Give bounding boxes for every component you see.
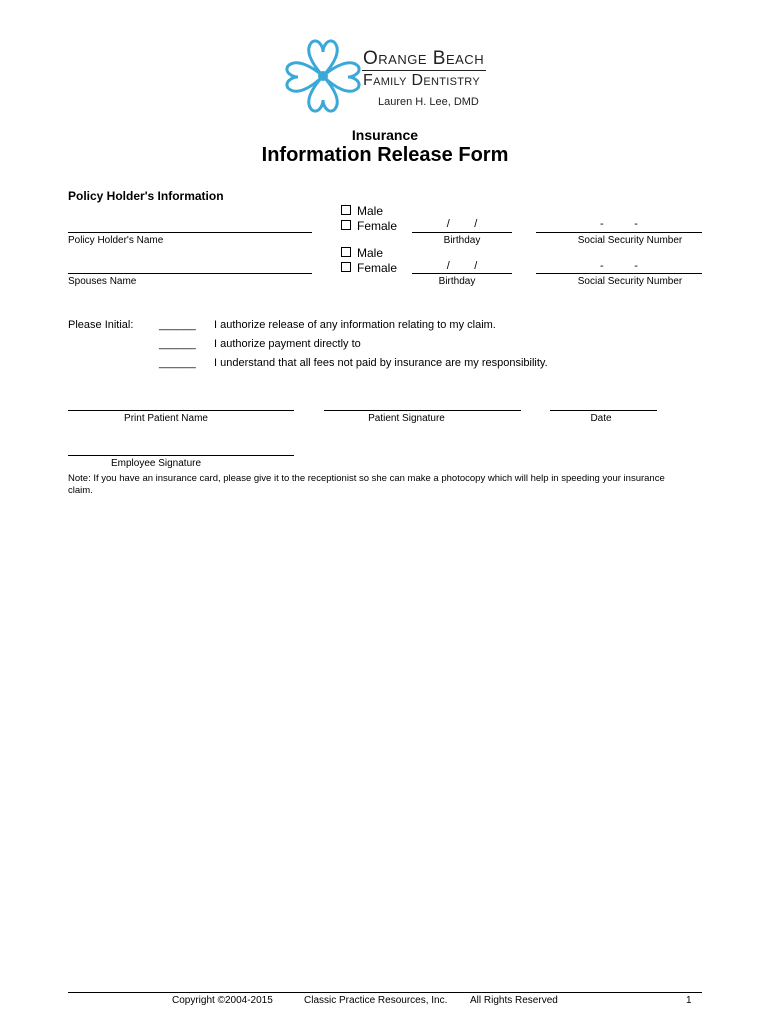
ssn-value-2: - -: [600, 260, 638, 272]
ssn-value-1: - -: [600, 218, 638, 230]
birthday-label-1: Birthday: [443, 235, 481, 246]
initial-text-2: I authorize payment directly to: [214, 338, 361, 350]
section-title: Policy Holder's Information: [68, 189, 224, 203]
male-label: Male: [357, 204, 384, 218]
page-number: 1: [686, 995, 692, 1006]
initial-blank-3[interactable]: ______: [159, 357, 196, 369]
footer-divider: [68, 992, 702, 993]
policy-holder-name-field[interactable]: [68, 232, 312, 233]
ssn-label-2: Social Security Number: [577, 276, 683, 287]
initial-blank-2[interactable]: ______: [159, 338, 196, 350]
print-name-field[interactable]: [68, 410, 294, 411]
female-label: Female: [357, 261, 398, 275]
ssn-label-1: Social Security Number: [577, 235, 683, 246]
footer-copyright: Copyright ©2004-2015: [172, 995, 273, 1006]
male-checkbox-2[interactable]: [341, 246, 383, 260]
male-checkbox-1[interactable]: [341, 204, 383, 218]
birthday-value-2: / /: [446, 260, 478, 272]
initial-prompt: Please Initial:: [68, 319, 134, 331]
ssn-field-1[interactable]: [536, 232, 702, 233]
ssn-field-2[interactable]: [536, 273, 702, 274]
note-text: Note: If you have an insurance card, please give it to the receptionist so she can make a photocopy which will help in speeding your insurance claim.: [68, 473, 665, 496]
male-label: Male: [357, 246, 384, 260]
date-field[interactable]: [550, 410, 657, 411]
female-checkbox-2[interactable]: [341, 261, 397, 275]
logo-divider: [362, 70, 486, 71]
initial-text-1: I authorize release of any information relating to my claim.: [214, 319, 496, 331]
birthday-field-2[interactable]: [412, 273, 512, 274]
initial-text-3: I understand that all fees not paid by insurance are my responsibility.: [214, 357, 548, 369]
print-name-label: Print Patient Name: [124, 413, 208, 424]
footer-rights: All Rights Reserved: [470, 995, 558, 1006]
employee-signature-field[interactable]: [68, 455, 294, 456]
form-subtitle: Insurance: [351, 127, 419, 143]
birthday-label-2: Birthday: [438, 276, 476, 287]
spouse-name-field[interactable]: [68, 273, 312, 274]
flower-logo-icon: [282, 36, 364, 118]
birthday-field-1[interactable]: [412, 232, 512, 233]
logo-name-2: Family Dentistry: [363, 72, 480, 89]
spouse-name-label: Spouses Name: [68, 276, 137, 287]
patient-signature-label: Patient Signature: [368, 413, 445, 424]
checkbox-icon: [341, 262, 351, 272]
checkbox-icon: [341, 205, 351, 215]
logo-name: Orange Beach: [363, 48, 485, 69]
patient-signature-field[interactable]: [324, 410, 521, 411]
employee-signature-label: Employee Signature: [110, 458, 202, 469]
policy-holder-name-label: Policy Holder's Name: [68, 235, 164, 246]
date-label: Date: [590, 413, 612, 424]
initial-blank-1[interactable]: ______: [159, 319, 196, 331]
practice-logo: [282, 36, 364, 118]
checkbox-icon: [341, 247, 351, 257]
form-title: Information Release Form: [261, 144, 509, 166]
birthday-value-1: / /: [446, 218, 478, 230]
logo-doctor: Lauren H. Lee, DMD: [378, 96, 479, 108]
footer-company: Classic Practice Resources, Inc.: [304, 995, 448, 1006]
female-label: Female: [357, 219, 398, 233]
female-checkbox-1[interactable]: [341, 219, 397, 233]
checkbox-icon: [341, 220, 351, 230]
